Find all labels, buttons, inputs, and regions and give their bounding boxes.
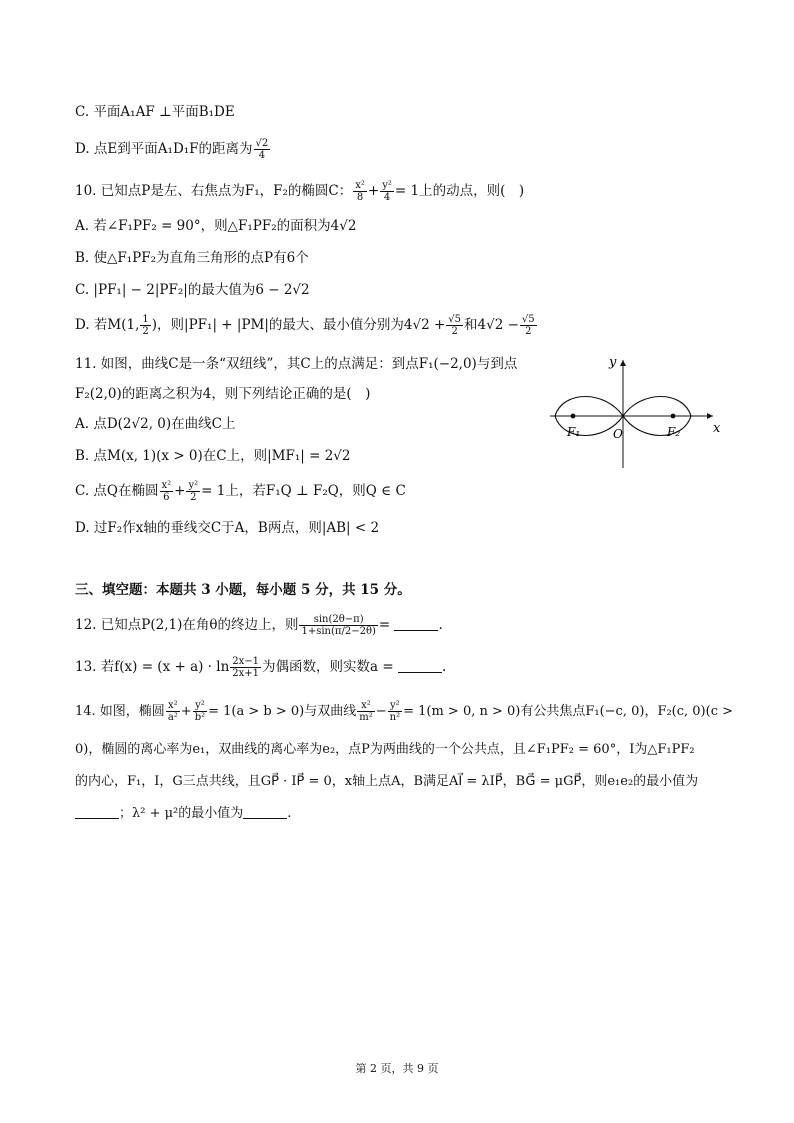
q14-fraction-3 xyxy=(357,700,375,723)
q10-fraction-x xyxy=(353,180,367,203)
fraction-denominator: 2 xyxy=(525,326,532,337)
fraction-numerator: √2 xyxy=(255,138,269,149)
q13 xyxy=(75,656,446,679)
plus-sign: + xyxy=(367,183,380,199)
fraction-numerator: x² xyxy=(357,700,375,712)
q9-option-c: C. 平面A₁AF ⊥平面B₁DE xyxy=(75,104,235,120)
fraction-denominator: 2 xyxy=(190,492,197,503)
f2-label: F₂ xyxy=(667,425,681,439)
q9-option-d-text: D. 点E到平面A₁D₁F的距离为 xyxy=(75,141,253,157)
q10-option-d xyxy=(75,314,538,337)
q11-option-d: D. 过F₂作x轴的垂线交C于A，B两点，则|AB| < 2 xyxy=(75,520,380,536)
q10-fraction-y xyxy=(380,180,394,203)
q11-c-fraction-y xyxy=(186,480,200,503)
x-axis-label: x xyxy=(713,421,721,436)
period: . xyxy=(441,659,447,675)
q12-answer-blank[interactable] xyxy=(394,618,438,631)
q14-line3: 的内心，F₁，I，G三点共线，且GP⃗ · IP⃗ = 0，x轴上点A，B满足AI⃗ = λIP⃗，BG⃗ = μGP⃗，则e₁e₂的最小值为 xyxy=(75,774,699,789)
q10-d-fraction-root5 xyxy=(446,314,463,337)
q14-fraction-1 xyxy=(166,700,180,723)
q14-line4 xyxy=(75,804,291,824)
fraction-numerator: y² xyxy=(388,700,402,712)
q9-option-d xyxy=(75,138,271,161)
period: . xyxy=(438,617,443,633)
q11-stem-line1: 11. 如图，曲线C是一条“双纽线”，其C上的点满足：到点F₁(−2,0)与到点 xyxy=(75,356,518,372)
fraction-numerator: √5 xyxy=(521,314,535,325)
q10-stem-text: 10. 已知点P是左、右焦点为F₁，F₂的椭圆C： xyxy=(75,183,353,199)
fraction-numerator: 1 xyxy=(142,314,149,325)
focus-f1-point xyxy=(571,414,576,419)
minus-sign: − xyxy=(375,704,387,719)
q13-text-tail: 为偶函数，则实数a = xyxy=(262,659,394,675)
focus-f2-point xyxy=(671,414,676,419)
q10-d-text-mid: )，则|PF₁| + |PM|的最大、最小值分别为4√2 + xyxy=(151,317,446,333)
fraction-denominator: n² xyxy=(389,712,401,723)
fraction-denominator: 4 xyxy=(383,192,391,203)
q11-option-a: A. 点D(2√2, 0)在曲线C上 xyxy=(75,416,236,432)
q14-line2: 0)，椭圆的离心率为e₁，双曲线的离心率为e₂，点P为两曲线的一个公共点，且∠F₁PF₂ = 60°，I为△F₁PF₂ xyxy=(75,742,695,757)
period: . xyxy=(287,806,292,821)
q12 xyxy=(75,614,443,637)
lemniscate-figure xyxy=(545,350,725,470)
q14-answer-blank-1[interactable] xyxy=(75,806,119,819)
q10-option-c: C. |PF₁| − 2|PF₂|的最大值为6 − 2√2 xyxy=(75,282,310,298)
fraction-denominator: 2x+1 xyxy=(232,668,260,679)
fraction-numerator: x² xyxy=(355,180,365,191)
plus-sign: + xyxy=(174,483,186,499)
q13-fraction xyxy=(230,656,261,679)
fraction-numerator: √5 xyxy=(448,314,462,325)
q14-text: 14. 如图，椭圆 xyxy=(75,704,165,719)
fraction-denominator: b² xyxy=(194,712,206,723)
fraction-numerator: y² xyxy=(382,180,392,191)
q14-fraction-2 xyxy=(193,700,207,723)
q10-option-b: B. 使△F₁PF₂为直角三角形的点P有6个 xyxy=(75,250,309,266)
q12-text: 12. 已知点P(2,1)在角θ的终边上，则 xyxy=(75,617,299,633)
q10-stem xyxy=(75,180,524,203)
fraction-numerator: x² xyxy=(166,700,180,712)
f1-label: F₁ xyxy=(567,425,581,439)
equals-sign: = xyxy=(378,617,391,633)
fraction-denominator: 1+sin(π/2−2θ) xyxy=(301,626,376,637)
q14-text-mid: = 1(a > b > 0)与双曲线 xyxy=(208,704,357,719)
fraction-denominator: 4 xyxy=(258,150,266,161)
q14-line4-text: ；λ² + μ²的最小值为 xyxy=(119,806,244,821)
q11-option-b: B. 点M(x, 1)(x > 0)在C上，则|MF₁| = 2√2 xyxy=(75,448,351,464)
q10-d-fraction-half xyxy=(140,314,150,337)
q10-stem-tail: = 1上的动点，则( ) xyxy=(394,183,525,199)
fraction-denominator: a² xyxy=(167,712,178,723)
q10-d-fraction-root5b xyxy=(520,314,537,337)
fraction-denominator: 2 xyxy=(142,326,149,337)
origin-label: O xyxy=(613,427,623,441)
q10-option-a: A. 若∠F₁PF₂ = 90°，则△F₁PF₂的面积为4√2 xyxy=(75,218,357,234)
q14-answer-blank-2[interactable] xyxy=(243,806,287,819)
q14-text-tail: = 1(m > 0, n > 0)有公共焦点F₁(−c, 0)，F₂(c, 0)(c > xyxy=(403,704,734,719)
y-axis-label: y xyxy=(609,355,617,370)
q11-option-c xyxy=(75,480,406,503)
fraction-denominator: 8 xyxy=(356,192,364,203)
section-3-heading: 三、填空题：本题共 3 小题，每小题 5 分，共 15 分。 xyxy=(75,582,411,598)
q11-c-text-tail: = 1上，若F₁Q ⊥ F₂Q，则Q ∈ C xyxy=(201,483,406,499)
fraction-numerator: 2x−1 xyxy=(232,656,260,667)
q9-option-d-fraction xyxy=(254,138,271,161)
q14-fraction-4 xyxy=(388,700,402,723)
fraction-denominator: 6 xyxy=(163,492,170,503)
page-footer: 第 2 页，共 9 页 xyxy=(355,1062,439,1075)
q13-answer-blank[interactable] xyxy=(398,660,442,673)
q14-line1 xyxy=(75,700,733,723)
q10-d-text-and: 和4√2 − xyxy=(464,317,519,333)
q11-c-text: C. 点Q在椭圆 xyxy=(75,483,159,499)
fraction-numerator: y² xyxy=(193,700,207,712)
q11-stem-line2: F₂(2,0)的距离之积为4，则下列结论正确的是( ) xyxy=(75,386,371,402)
q12-fraction xyxy=(299,614,377,637)
q10-d-text: D. 若M(1, xyxy=(75,317,140,333)
q13-text: 13. 若f(x) = (x + a) · ln xyxy=(75,659,230,675)
fraction-numerator: y² xyxy=(188,480,199,491)
q11-c-fraction-x xyxy=(160,480,174,503)
plus-sign: + xyxy=(180,704,192,719)
fraction-denominator: m² xyxy=(359,712,373,723)
fraction-denominator: 2 xyxy=(451,326,458,337)
fraction-numerator: sin(2θ−π) xyxy=(299,614,377,626)
fraction-numerator: x² xyxy=(161,480,172,491)
